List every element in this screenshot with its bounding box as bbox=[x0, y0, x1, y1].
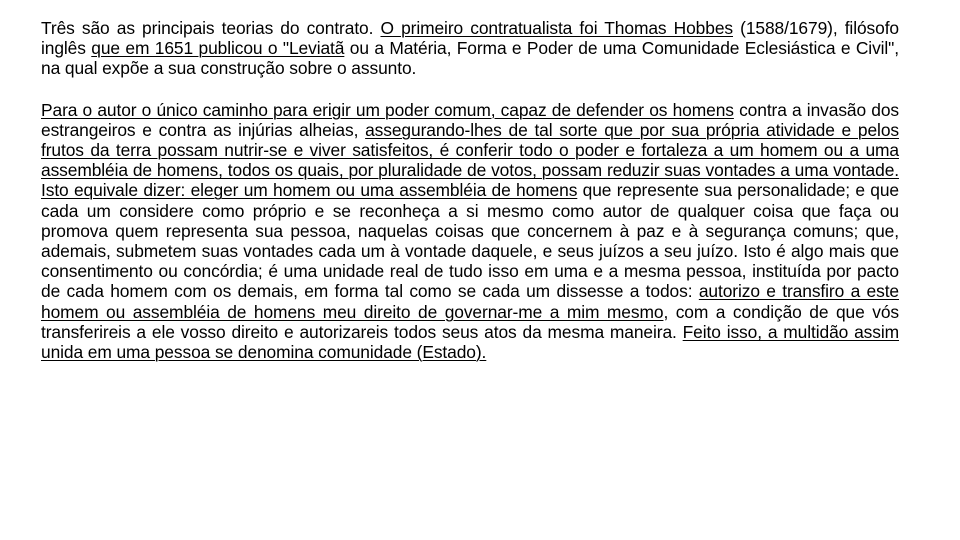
underlined-segment: O primeiro contratualista foi Thomas Hobbes bbox=[380, 18, 733, 38]
underlined-segment: assegurando-lhes de tal sorte que por sua própria atividade e pelos frutos da terra possam nutrir-se e viver satisfeitos, é conferir todo o poder e fortaleza a um homem ou a uma assembléia de homens, todos os quais, por pluralidade de votos, possam reduzir suas vontades a uma vontade. Isto equivale dizer: eleger um homem ou uma assembléia de homens bbox=[41, 119, 899, 201]
underlined-segment: Feito isso, a multidão assim unida em uma pessoa se denomina comunidade (Estado). bbox=[41, 321, 900, 363]
text-segment: (1588/1679), filósofo inglês bbox=[41, 18, 900, 59]
text-segment: Três são as principais teorias do contrato. bbox=[41, 18, 381, 38]
paragraph-hobbes-quote bbox=[41, 100, 899, 363]
text-segment: que represente sua personalidade; e que cada um considere como próprio e se reconheça a si mesmo como autor de qualquer coisa que faça ou promova quem representa sua pessoa, naquelas coisas que concernem à paz e à segurança comuns; que, ademais, submetem suas vontades cada um à vontade daquele, e seus juízos a seu juízo. Isto é algo mais que consentimento ou concórdia; é uma unidade real de tudo isso em uma e a mesma pessoa, instituída por pacto de cada homem com os demais, em forma tal como se cada um dissesse a todos: bbox=[41, 180, 899, 302]
underlined-segment: que em 1651 publicou o "Leviatã bbox=[91, 38, 345, 59]
underlined-segment: autorizo e transfiro a este homem ou assembléia de homens meu direito de governar-me a mim mesmo bbox=[41, 281, 900, 322]
text-segment: ou a Matéria, Forma e Poder de uma Comunidade Eclesiástica e Civil", na qual expõe a sua construção sobre o assunto. bbox=[41, 38, 899, 79]
text-segment: , com a condição de que vós transferireis a ele vosso direito e autorizareis todos seus atos da mesma maneira. bbox=[41, 301, 899, 342]
slide-body bbox=[41, 18, 899, 362]
paragraph-intro bbox=[41, 18, 899, 79]
text-segment: contra a invasão dos estrangeiros e contra as injúrias alheias, bbox=[41, 99, 900, 140]
underlined-segment: Para o autor o único caminho para erigir um poder comum, capaz de defender os homens bbox=[41, 99, 734, 120]
